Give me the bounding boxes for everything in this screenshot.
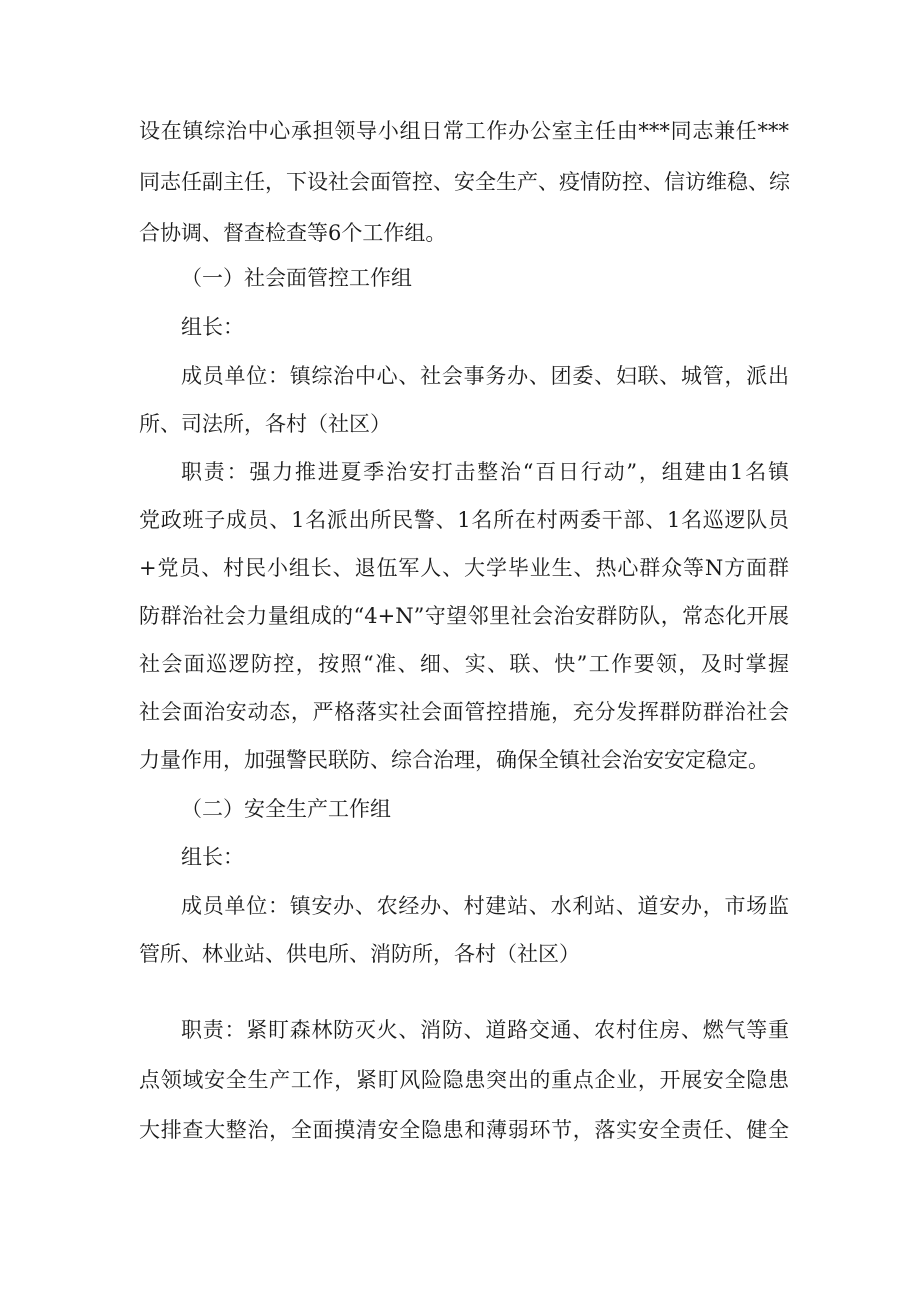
duties-line-6: 社会面治安动态，严格落实社会面管控措施，充分发挥群防群治社会 xyxy=(139,700,789,724)
duties-line-2: 党政班子成员、1名派出所民警、1名所在村两委干部、1名巡逻队员 xyxy=(139,508,789,532)
group-leader-label-2: 组长： xyxy=(181,845,244,869)
duties-line-7: 力量作用，加强警民联防、综合治理，确保全镇社会治安安定稳定。 xyxy=(139,748,769,772)
member-units-line-4: 管所、林业站、供电所、消防所，各村（社区） xyxy=(139,942,580,966)
duties-line-8: 职责：紧盯森林防灭火、消防、道路交通、农村住房、燃气等重 xyxy=(181,1018,789,1042)
duties-line-4: 防群治社会力量组成的“4+N”守望邻里社会治安群防队，常态化开展 xyxy=(139,604,789,628)
duties-line-5: 社会面巡逻防控，按照“准、细、实、联、快”工作要领，及时掌握 xyxy=(139,652,789,676)
paragraph-line-1: 设在镇综治中心承担领导小组日常工作办公室主任由***同志兼任*** xyxy=(139,119,789,143)
member-units-line-1: 成员单位：镇综治中心、社会事务办、团委、妇联、城管，派出 xyxy=(181,364,789,388)
member-units-line-2: 所、司法所，各村（社区） xyxy=(139,412,391,436)
member-units-line-3: 成员单位：镇安办、农经办、村建站、水利站、道安办，市场监 xyxy=(181,894,789,918)
section-heading-2: （二）安全生产工作组 xyxy=(181,797,391,821)
paragraph-line-2: 同志任副主任，下设社会面管控、安全生产、疫情防控、信访维稳、综 xyxy=(139,170,790,194)
duties-line-10: 大排查大整治，全面摸清安全隐患和薄弱环节，落实安全责任、健全 xyxy=(139,1118,789,1142)
group-leader-label-1: 组长： xyxy=(181,315,244,339)
duties-line-3: +党员、村民小组长、退伍军人、大学毕业生、热心群众等N方面群 xyxy=(139,556,789,580)
section-heading-1: （一）社会面管控工作组 xyxy=(181,266,412,290)
duties-line-9: 点领域安全生产工作，紧盯风险隐患突出的重点企业，开展安全隐患 xyxy=(139,1068,789,1092)
duties-line-1: 职责：强力推进夏季治安打击整治“百日行动”，组建由1名镇 xyxy=(181,460,789,484)
paragraph-line-3: 合协调、督查检查等6个工作组。 xyxy=(139,221,447,245)
